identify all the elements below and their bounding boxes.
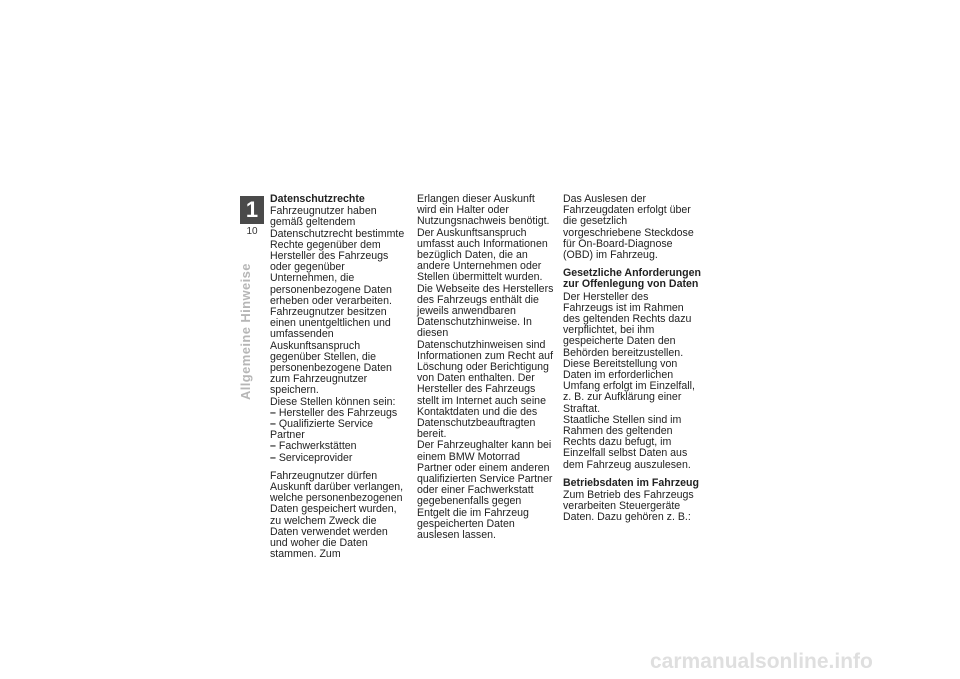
paragraph: Der Auskunftsanspruch umfasst auch Informationen bezüglich Daten, die an andere Unternehmen oder Stellen übermittelt wurden. — [417, 226, 548, 284]
paragraph: Der Fahrzeughalter kann bei einem BMW Motorrad Partner oder einem anderen qualifizierten Service Partner oder einer Fachwerkstatt gegebenenfalls gegen Entgelt die im Fahrzeug gespeicherten Daten auslesen lassen. — [417, 439, 553, 542]
text-column-1 — [270, 194, 406, 561]
chapter-title: Allgemeine Hinweise — [238, 263, 253, 400]
section-heading: Betriebsdaten im Fahrzeug — [563, 476, 699, 489]
entity-list — [270, 408, 406, 464]
list-item: – Serviceprovider — [270, 453, 406, 464]
paragraph: Fahrzeugnutzer dürfen Auskunft darüber verlangen, welche personenbezogenen Daten gespeichert wurden, zu welchem Zweck die Daten verwendet werden und woher die Daten stammen. Zum — [270, 469, 404, 561]
list-item: – Qualifizierte Service Partner — [270, 419, 406, 441]
paragraph: Die Webseite des Herstellers des Fahrzeugs enthält die jeweils anwendbaren Datenschutzhinweise. In diesen Datenschutzhinweisen sind Informationen zum Recht auf Löschung oder Berichtigung von Daten enthalten. Der Hersteller des Fahrzeugs stellt im Internet auch seine Kontaktdaten und die des Datenschutzbeauftragten bereit. — [417, 282, 554, 441]
paragraph: Diese Stellen können sein: — [270, 395, 396, 408]
chapter-number-badge: 1 — [240, 196, 264, 224]
section-heading: Datenschutzrechte — [270, 193, 365, 205]
watermark: carmanualsonline.info — [650, 650, 873, 673]
list-item: – Fachwerkstätten — [270, 441, 406, 452]
list-item: – Hersteller des Fahrzeugs — [270, 408, 406, 419]
paragraph: Der Hersteller des Fahrzeugs ist im Rahmen des geltenden Rechts dazu verpflichtet, bei ihm gespeicherte Daten den Behörden bereitzustellen. Diese Bereitstellung von Daten im erforderlichen Umfang erfolgt im Einzelfall, z. B. zur Aufklärung einer Straftat. — [563, 290, 695, 415]
text-column-3 — [563, 194, 701, 524]
paragraph: Erlangen dieser Auskunft wird ein Halter oder Nutzungsnachweis benötigt. — [417, 193, 550, 228]
paragraph: Fahrzeugnutzer besitzen einen unentgeltlichen und umfassenden Auskunftsanspruch gegenüber Stellen, die personenbezogene Daten zum Fahrzeugnutzer speichern. — [270, 306, 392, 397]
section-heading: Gesetzliche Anforderungen zur Offenlegung von Daten — [563, 267, 701, 291]
paragraph: Zum Betrieb des Fahrzeugs verarbeiten Steuergeräte Daten. Dazu gehören z. B.: — [563, 489, 694, 524]
paragraph: Das Auslesen der Fahrzeugdaten erfolgt über die gesetzlich vorgeschriebene Steckdose für On-Board-Diagnose (OBD) im Fahrzeug. — [563, 193, 694, 262]
text-column-2 — [417, 194, 554, 541]
paragraph: Staatliche Stellen sind im Rahmen des geltenden Rechts dazu befugt, im Einzelfall selbst Daten aus dem Fahrzeug auszulesen. — [563, 413, 691, 471]
paragraph: Fahrzeugnutzer haben gemäß geltendem Datenschutzrecht bestimmte Rechte gegenüber dem Hersteller des Fahrzeugs oder gegenüber Unternehmen, die personenbezogene Daten erheben oder verarbeiten. — [270, 205, 405, 307]
page-number: 10 — [246, 226, 258, 237]
